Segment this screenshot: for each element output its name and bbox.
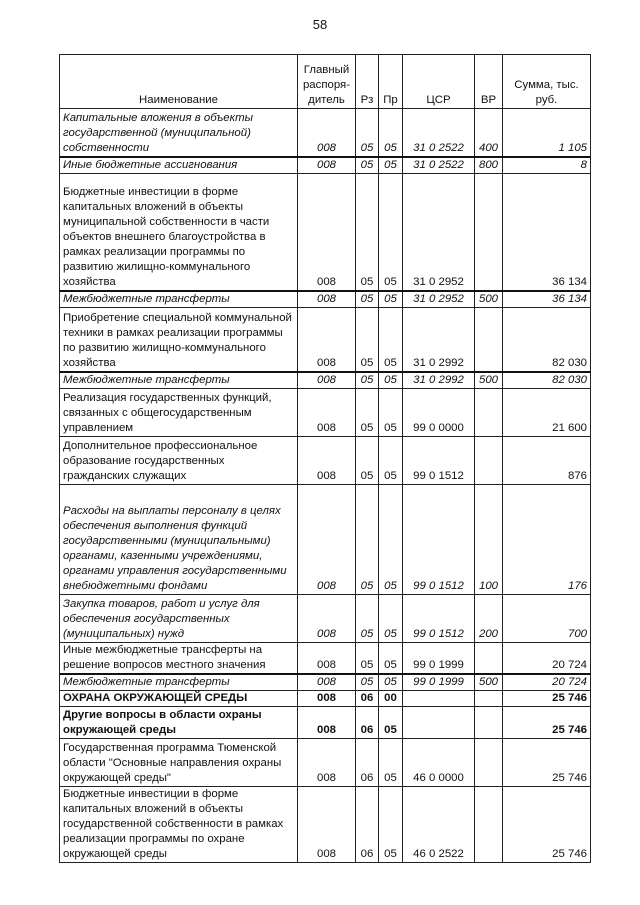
cell-vr <box>475 691 503 707</box>
table-row <box>60 594 591 642</box>
table-row <box>60 691 591 707</box>
cell-vr <box>475 739 503 787</box>
cell-name: Закупка товаров, работ и услуг для обеспечения государственных (муниципальных) нужд <box>60 594 298 642</box>
table-row <box>60 388 591 436</box>
cell-vr: 800 <box>475 157 503 174</box>
cell-admin: 008 <box>298 691 356 707</box>
cell-csr: 31 0 2522 <box>403 157 475 174</box>
cell-sum: 82 030 <box>503 372 591 389</box>
cell-pr: 05 <box>379 109 403 157</box>
table-row <box>60 707 591 739</box>
header-rz: Рз <box>356 55 379 109</box>
cell-sum: 176 <box>503 484 591 594</box>
cell-sum: 876 <box>503 436 591 484</box>
cell-vr <box>475 787 503 863</box>
table-row <box>60 372 591 389</box>
cell-sum: 25 746 <box>503 691 591 707</box>
cell-rz: 05 <box>356 594 379 642</box>
table-row <box>60 787 591 863</box>
cell-name: Межбюджетные трансферты <box>60 674 298 691</box>
cell-sum: 20 724 <box>503 674 591 691</box>
cell-csr: 46 0 2522 <box>403 787 475 863</box>
cell-name: Другие вопросы в области охраны окружающей среды <box>60 707 298 739</box>
cell-csr: 31 0 2992 <box>403 372 475 389</box>
cell-rz: 06 <box>356 691 379 707</box>
cell-admin: 008 <box>298 674 356 691</box>
cell-rz: 05 <box>356 372 379 389</box>
cell-vr: 500 <box>475 674 503 691</box>
cell-admin: 008 <box>298 739 356 787</box>
cell-sum: 700 <box>503 594 591 642</box>
cell-admin: 008 <box>298 109 356 157</box>
header-sum: Сумма, тыс. руб. <box>503 55 591 109</box>
cell-name: Иные бюджетные ассигнования <box>60 157 298 174</box>
cell-vr <box>475 173 503 291</box>
table-body <box>60 109 591 863</box>
cell-rz: 05 <box>356 291 379 308</box>
cell-vr <box>475 707 503 739</box>
header-name: Наименование <box>60 55 298 109</box>
table-row <box>60 157 591 174</box>
cell-rz: 05 <box>356 157 379 174</box>
cell-rz: 05 <box>356 642 379 674</box>
cell-sum: 25 746 <box>503 787 591 863</box>
cell-pr: 05 <box>379 308 403 372</box>
cell-admin: 008 <box>298 642 356 674</box>
cell-rz: 05 <box>356 308 379 372</box>
cell-name: Межбюджетные трансферты <box>60 372 298 389</box>
cell-sum: 82 030 <box>503 308 591 372</box>
cell-name: Межбюджетные трансферты <box>60 291 298 308</box>
cell-admin: 008 <box>298 594 356 642</box>
cell-pr: 05 <box>379 157 403 174</box>
cell-sum: 20 724 <box>503 642 591 674</box>
cell-vr: 200 <box>475 594 503 642</box>
cell-vr: 500 <box>475 372 503 389</box>
cell-pr: 05 <box>379 484 403 594</box>
cell-csr <box>403 691 475 707</box>
cell-name: Реализация государственных функций, связанных с общегосударственным управлением <box>60 388 298 436</box>
cell-vr: 400 <box>475 109 503 157</box>
cell-pr: 05 <box>379 372 403 389</box>
table-row <box>60 291 591 308</box>
table-row <box>60 109 591 157</box>
table-row <box>60 436 591 484</box>
cell-admin: 008 <box>298 157 356 174</box>
cell-rz: 05 <box>356 674 379 691</box>
cell-pr: 05 <box>379 739 403 787</box>
cell-name: Капитальные вложения в объекты государственной (муниципальной) собственности <box>60 109 298 157</box>
cell-admin: 008 <box>298 787 356 863</box>
cell-pr: 05 <box>379 594 403 642</box>
header-csr: ЦСР <box>403 55 475 109</box>
cell-vr <box>475 642 503 674</box>
cell-csr: 46 0 0000 <box>403 739 475 787</box>
cell-name: Дополнительное профессиональное образование государственных гражданских служащих <box>60 436 298 484</box>
table-row <box>60 308 591 372</box>
cell-sum: 21 600 <box>503 388 591 436</box>
cell-vr <box>475 308 503 372</box>
cell-rz: 05 <box>356 109 379 157</box>
cell-csr: 31 0 2952 <box>403 291 475 308</box>
table-row <box>60 674 591 691</box>
cell-name: Бюджетные инвестиции в форме капитальных вложений в объекты муниципальной собственности в части объектов внешнего благоустройства в рамках реализации программы по развитию жилищно-коммунального хозяйства <box>60 173 298 291</box>
cell-pr: 05 <box>379 787 403 863</box>
cell-csr: 31 0 2522 <box>403 109 475 157</box>
cell-admin: 008 <box>298 173 356 291</box>
cell-admin: 008 <box>298 308 356 372</box>
cell-csr <box>403 707 475 739</box>
cell-pr: 05 <box>379 388 403 436</box>
cell-csr: 31 0 2952 <box>403 173 475 291</box>
cell-csr: 99 0 1512 <box>403 594 475 642</box>
cell-sum: 8 <box>503 157 591 174</box>
cell-pr: 05 <box>379 173 403 291</box>
page-number: 58 <box>312 17 328 32</box>
cell-name: Приобретение специальной коммунальной техники в рамках реализации программы по развитию жилищно-коммунального хозяйства <box>60 308 298 372</box>
cell-name: Бюджетные инвестиции в форме капитальных вложений в объекты государственной собственности в рамках реализации программы по охране окружающей среды <box>60 787 298 863</box>
budget-table <box>59 54 591 863</box>
cell-rz: 06 <box>356 787 379 863</box>
cell-name: Государственная программа Тюменской области "Основные направления охраны окружающей среды" <box>60 739 298 787</box>
table-row <box>60 642 591 674</box>
cell-sum: 1 105 <box>503 109 591 157</box>
cell-rz: 05 <box>356 388 379 436</box>
cell-rz: 06 <box>356 707 379 739</box>
cell-csr: 99 0 1512 <box>403 436 475 484</box>
cell-csr: 31 0 2992 <box>403 308 475 372</box>
cell-name: Иные межбюджетные трансферты на решение вопросов местного значения <box>60 642 298 674</box>
cell-pr: 05 <box>379 291 403 308</box>
cell-pr: 05 <box>379 707 403 739</box>
cell-admin: 008 <box>298 388 356 436</box>
cell-admin: 008 <box>298 484 356 594</box>
cell-rz: 06 <box>356 739 379 787</box>
cell-csr: 99 0 1999 <box>403 674 475 691</box>
cell-pr: 05 <box>379 674 403 691</box>
cell-rz: 05 <box>356 173 379 291</box>
cell-rz: 05 <box>356 436 379 484</box>
cell-sum: 25 746 <box>503 707 591 739</box>
cell-admin: 008 <box>298 707 356 739</box>
table-row <box>60 484 591 594</box>
cell-pr: 05 <box>379 436 403 484</box>
cell-sum: 25 746 <box>503 739 591 787</box>
header-pr: Пр <box>379 55 403 109</box>
cell-admin: 008 <box>298 372 356 389</box>
cell-csr: 99 0 0000 <box>403 388 475 436</box>
cell-vr <box>475 436 503 484</box>
cell-csr: 99 0 1999 <box>403 642 475 674</box>
header-vr: ВР <box>475 55 503 109</box>
cell-vr <box>475 388 503 436</box>
table-header-row <box>60 55 591 109</box>
cell-pr: 05 <box>379 642 403 674</box>
cell-csr: 99 0 1512 <box>403 484 475 594</box>
cell-sum: 36 134 <box>503 291 591 308</box>
cell-pr: 00 <box>379 691 403 707</box>
table-row <box>60 739 591 787</box>
cell-rz: 05 <box>356 484 379 594</box>
table-row <box>60 173 591 291</box>
cell-vr: 500 <box>475 291 503 308</box>
cell-name: ОХРАНА ОКРУЖАЮЩЕЙ СРЕДЫ <box>60 691 298 707</box>
cell-admin: 008 <box>298 436 356 484</box>
cell-name: Расходы на выплаты персоналу в целях обеспечения выполнения функций государственными (муниципальными) органами, казенными учреждениями, органами управления государственными внебюджетными фондами <box>60 484 298 594</box>
cell-vr: 100 <box>475 484 503 594</box>
header-admin: Главный распоря-дитель <box>298 55 356 109</box>
cell-sum: 36 134 <box>503 173 591 291</box>
cell-admin: 008 <box>298 291 356 308</box>
